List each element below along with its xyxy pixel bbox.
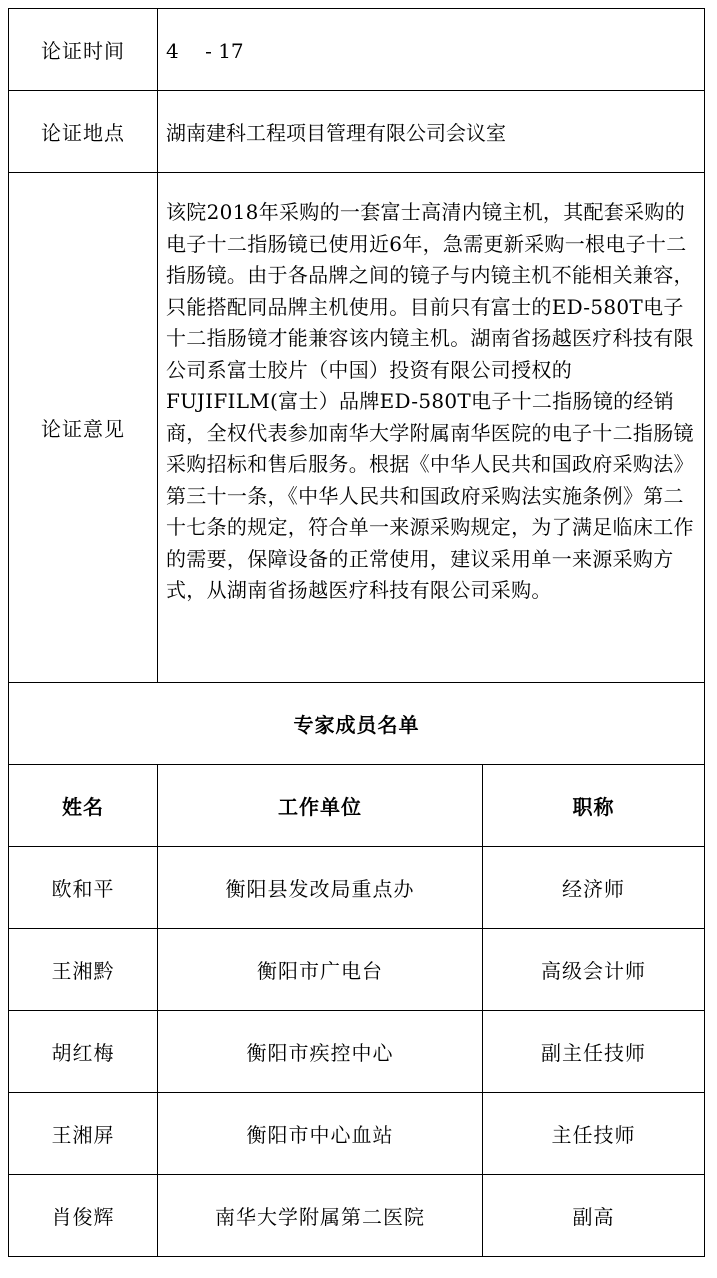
- expert-rank: 副高: [483, 1175, 705, 1257]
- review-place-row: [9, 91, 705, 173]
- expert-unit: 衡阳市中心血站: [158, 1093, 483, 1175]
- review-opinion-text: 该院2018年采购的一套富士高清内镜主机，其配套采购的电子十二指肠镜已使用近6年，急需更新采购一根电子十二指肠镜。由于各品牌之间的镜子与内镜主机不能相关兼容，只能搭配同品牌主机使用。目前只有富士的ED-580T电子十二指肠镜才能兼容该内镜主机。湖南省扬越医疗科技有限公司系富士胶片（中国）投资有限公司授权的FUJIFILM(富士）品牌ED-580T电子十二指肠镜的经销商，全权代表参加南华大学附属南华医院的电子十二指肠镜采购招标和售后服务。根据《中华人民共和国政府采购法》第三十一条，《中华人民共和国政府采购法实施条例》第二十七条的规定，符合单一来源采购规定，为了满足临床工作的需要，保障设备的正常使用，建议采用单一来源采购方式，从湖南省扬越医疗科技有限公司采购。: [158, 173, 705, 683]
- review-place-value: 湖南建科工程项目管理有限公司会议室: [158, 91, 705, 173]
- column-header-name: 姓名: [9, 765, 158, 847]
- review-time-label: 论证时间: [9, 9, 158, 91]
- expert-rank: 经济师: [483, 847, 705, 929]
- table-row: [9, 1011, 705, 1093]
- review-time-row: [9, 9, 705, 91]
- expert-unit: 衡阳市疾控中心: [158, 1011, 483, 1093]
- review-time-value: 4 - 17: [158, 9, 705, 91]
- expert-rank: 副主任技师: [483, 1011, 705, 1093]
- table-row: [9, 1175, 705, 1257]
- expert-name: 胡红梅: [9, 1011, 158, 1093]
- table-row: [9, 929, 705, 1011]
- expert-rank: 高级会计师: [483, 929, 705, 1011]
- expert-rank: 主任技师: [483, 1093, 705, 1175]
- expert-list-title-row: [9, 683, 705, 765]
- expert-name: 王湘屏: [9, 1093, 158, 1175]
- review-opinion-row: [9, 173, 705, 683]
- expert-table-header: [9, 765, 705, 847]
- review-place-label: 论证地点: [9, 91, 158, 173]
- expert-unit: 南华大学附属第二医院: [158, 1175, 483, 1257]
- column-header-rank: 职称: [483, 765, 705, 847]
- expert-review-table: [8, 8, 705, 1257]
- table-row: [9, 847, 705, 929]
- expert-unit: 衡阳市广电台: [158, 929, 483, 1011]
- column-header-unit: 工作单位: [158, 765, 483, 847]
- expert-unit: 衡阳县发改局重点办: [158, 847, 483, 929]
- table-row: [9, 1093, 705, 1175]
- review-opinion-label: 论证意见: [9, 173, 158, 683]
- expert-name: 欧和平: [9, 847, 158, 929]
- expert-list-title: 专家成员名单: [9, 683, 705, 765]
- expert-name: 肖俊辉: [9, 1175, 158, 1257]
- expert-name: 王湘黔: [9, 929, 158, 1011]
